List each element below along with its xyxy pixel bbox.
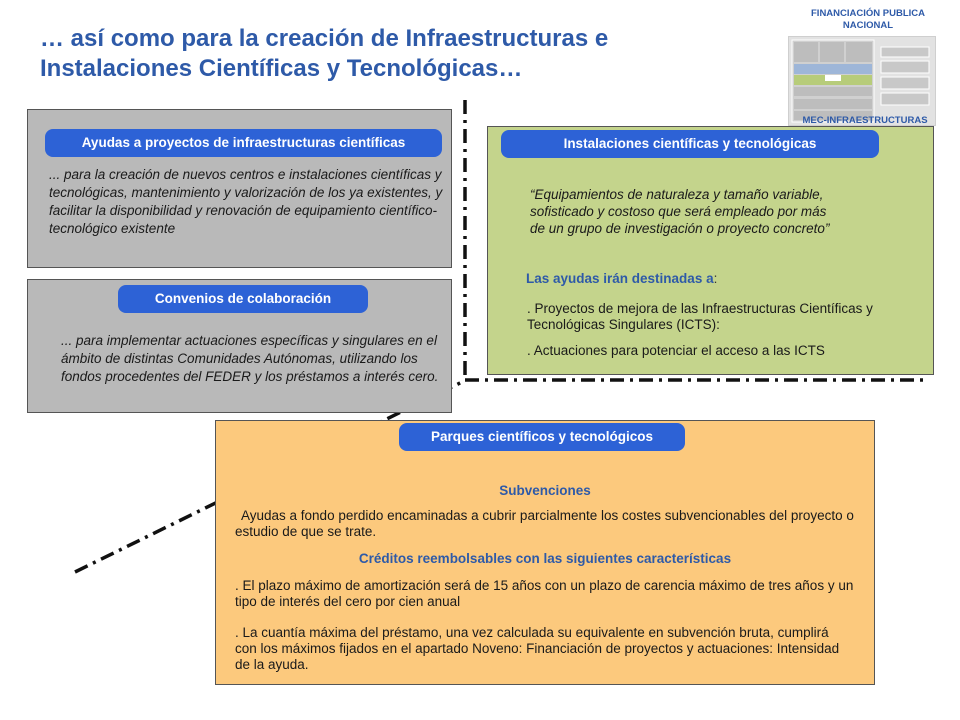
instalaciones-heading-text: Las ayudas irán destinadas a	[526, 271, 714, 286]
credito-item-2: . La cuantía máxima del préstamo, una vez calculada su equivalente en subvención bruta, cumplirá con los máximos fijados en el apartado Noveno: Financiación de proyectos y actuaciones: Intensidad de la ayuda.	[235, 625, 840, 672]
parques-pill: Parques científicos y tecnológicos	[399, 423, 685, 451]
instalaciones-heading	[526, 271, 717, 286]
instalaciones-item-2: . Actuaciones para potenciar el acceso a las ICTS	[527, 343, 825, 358]
infraestructuras-text: ... para la creación de nuevos centros e instalaciones científicas y tecnológicas, mantenimiento y valorización de los ya existentes, y facilitar la disponibilidad y renovación de equipamiento científico-tecnológico existente	[49, 167, 443, 236]
instalaciones-quote: “Equipamientos de naturaleza y tamaño variable, sofisticado y costoso que será empleado por más de un grupo de investigación o proyecto concreto”	[530, 187, 830, 236]
thumbnail-caption-top: FINANCIACIÓN PUBLICA NACIONAL	[811, 8, 925, 31]
instalaciones-heading-colon: :	[713, 271, 718, 286]
subvenciones-text: Ayudas a fondo perdido encaminadas a cubrir parcialmente los costes subvencionables del proyecto o estudio de que se trate.	[235, 508, 854, 539]
convenios-pill: Convenios de colaboración	[118, 285, 368, 313]
credito-item-1: . El plazo máximo de amortización será de 15 años con un plazo de carencia máximo de tres años y un tipo de interés del cero por cien anual	[235, 578, 854, 609]
thumbnail-caption-bottom: MEC-INFRAESTRUCTURAS	[802, 115, 928, 125]
convenios-text: ... para implementar actuaciones específicas y singulares en el ámbito de distintas Comunidades Autónomas, utilizando los fondos procedentes del FEDER y los préstamos a interés cero.	[61, 333, 439, 384]
infraestructuras-pill: Ayudas a proyectos de infraestructuras científicas	[45, 129, 442, 157]
instalaciones-panel	[487, 126, 934, 375]
slide-title: … así como para la creación de Infraestructuras e Instalaciones Científicas y Tecnológicas…	[40, 25, 609, 82]
creditos-heading: Créditos reembolsables con las siguientes características	[358, 551, 732, 566]
instalaciones-item-1: . Proyectos de mejora de las Infraestructuras Científicas y Tecnológicas Singulares (ICTS):	[527, 301, 873, 332]
instalaciones-pill: Instalaciones científicas y tecnológicas	[501, 130, 879, 158]
subvenciones-heading: Subvenciones	[499, 483, 591, 498]
